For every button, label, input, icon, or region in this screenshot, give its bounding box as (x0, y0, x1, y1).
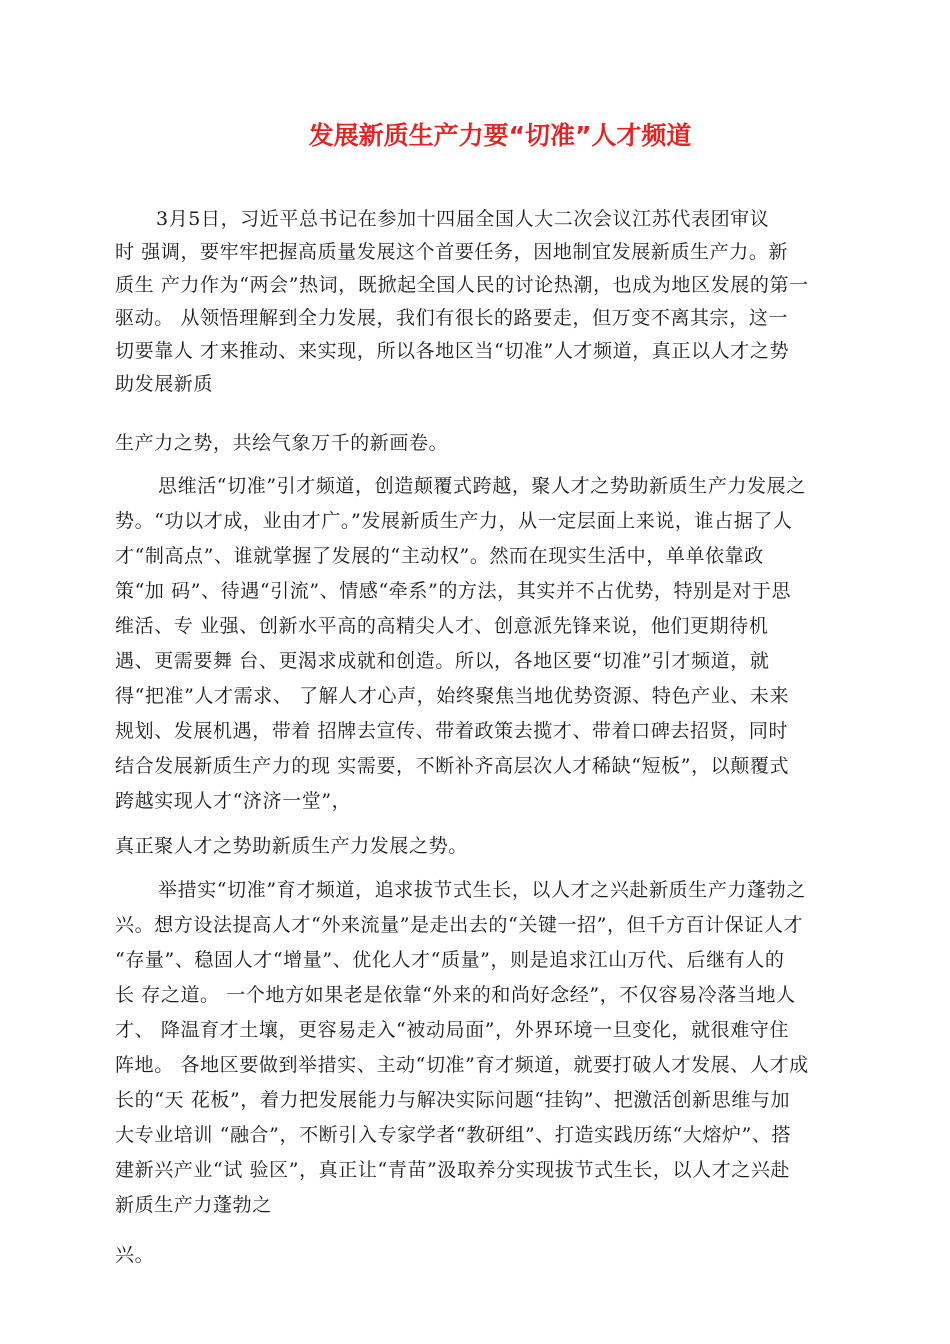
paragraph-line: 得“把准”人才需求、 了解人才心声，始终聚焦当地优势资源、特色产业、未来 (115, 685, 790, 707)
paragraph-line: 势。“功以才成，业由才广。”发展新质生产力，从一定层面上来说，谁占据了人 (115, 510, 793, 532)
paragraph-line: 遇、更需要舞 台、更渴求成就和创造。所以，各地区要“切准”引才频道，就 (115, 650, 770, 672)
paragraph-line: 阵地。 各地区要做到举措实、主动“切准”育才频道，就要打破人才发展、人才成 (115, 1054, 809, 1076)
paragraph-line: 兴。想方设法提高人才“外来流量”是走出去的“关键一招”，但千方百计保证人才 (115, 914, 804, 936)
document-title: 发展新质生产力要“切准”人才频道 (308, 121, 692, 150)
paragraph-line: 大专业培训 “融合”，不断引入专家学者“教研组”、打造实践历练“大熔炉”、搭 (115, 1124, 792, 1146)
paragraph-line: 兴。 (115, 1244, 155, 1266)
paragraph-line: 质生 产力作为“两会”热词，既掀起全国人民的讨论热潮，也成为地区发展的第一 (115, 274, 809, 296)
paragraph-line: 3月5日，习近平总书记在参加十四届全国人大二次会议江苏代表团审议 (156, 208, 770, 230)
paragraph-line: 思维活“切准”引才频道，创造颠覆式跨越，聚人才之势助新质生产力发展之 (158, 475, 806, 497)
paragraph-line: 结合发展新质生产力的现 实需要，不断补齐高层次人才稀缺“短板”，以颠覆式 (115, 755, 790, 777)
paragraph-line: 助发展新质 (115, 373, 214, 395)
paragraph-line: “存量”、稳固人才“增量”、优化人才“质量”，则是追求江山万代、后继有人的 (115, 949, 785, 971)
paragraph-line: 才、 降温育才土壤，更容易走入“被动局面”，外界环境一旦变化，就很难守住 (115, 1019, 790, 1041)
paragraph-line: 举措实“切准”育才频道，追求拔节式生长，以人才之兴赴新质生产力蓬勃之 (158, 879, 806, 901)
paragraph-line: 真正聚人才之势助新质生产力发展之势。 (115, 835, 468, 857)
paragraph-line: 切要靠人 才来推动、来实现，所以各地区当“切准”人才频道，真正以人才之势 (115, 340, 790, 362)
paragraph-line: 规划、发展机遇，带着 招牌去宣传、带着政策去揽才、带着口碑去招贤，同时 (115, 720, 789, 742)
paragraph-line: 跨越实现人才“济济一堂”， (115, 790, 352, 812)
paragraph-line: 新质生产力蓬勃之 (115, 1194, 272, 1216)
paragraph-line: 长的“天 花板”，着力把发展能力与解决实际问题“挂钩”、把激活创新思维与加 (115, 1089, 791, 1111)
paragraph-line: 驱动。 从领悟理解到全力发展，我们有很长的路要走，但万变不离其宗，这一 (115, 307, 789, 329)
paragraph-line: 生产力之势，共绘气象万千的新画卷。 (115, 432, 449, 454)
paragraph-line: 长 存之道。 一个地方如果老是依靠“外来的和尚好念经”，不仅容易冷落当地人 (115, 984, 796, 1006)
paragraph-line: 建新兴产业“试 验区”，真正让“青苗”汲取养分实现拔节式生长，以人才之兴赴 (115, 1159, 791, 1181)
paragraph-line: 维活、专 业强、创新水平高的高精尖人才、创意派先锋来说，他们更期待机 (115, 615, 769, 637)
paragraph-line: 策“加 码”、待遇“引流”、情感“牵系”的方法，其实并不占优势，特别是对于思 (115, 580, 792, 602)
paragraph-line: 才“制高点”、谁就掌握了发展的“主动权”。然而在现实生活中，单单依靠政 (115, 545, 764, 567)
paragraph-line: 时 强调，要牢牢把握高质量发展这个首要任务，因地制宜发展新质生产力。新 (115, 241, 789, 263)
